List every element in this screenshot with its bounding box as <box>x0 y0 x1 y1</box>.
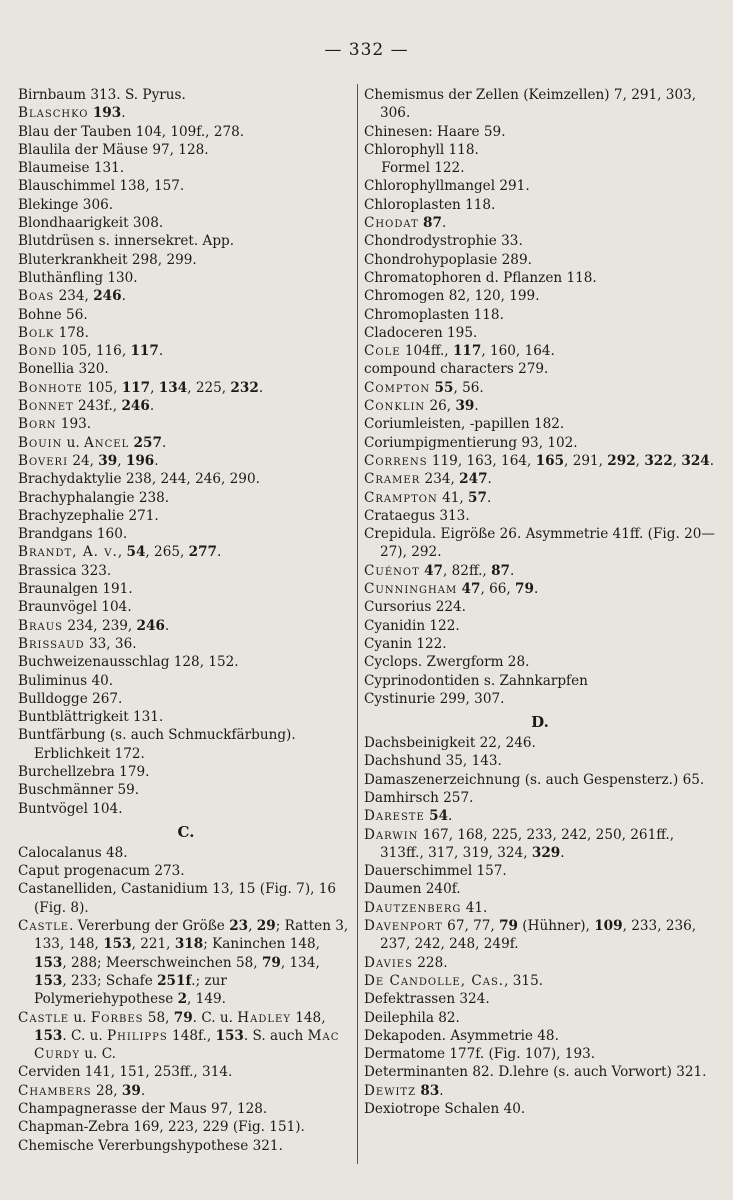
index-entry: Cystinurie 299, 307. <box>364 690 505 707</box>
index-entry: Cyprinodontiden s. Zahnkarpfen <box>364 672 588 689</box>
index-entry: Davenport 67, 77, 79 (Hühner), 109, 233, 236, 237, 242, 248, 249f. <box>364 918 697 953</box>
index-entry: Cramer 234, 247. <box>364 471 492 488</box>
index-entry: Blondhaarigkeit 308. <box>18 215 164 232</box>
index-entry: Bolk 178. <box>18 324 89 341</box>
index-entry: Damhirsch 257. <box>364 789 474 806</box>
index-entry: Chondrodystrophie 33. <box>364 233 523 250</box>
index-entry: Cunningham 47, 66, 79. <box>364 581 539 598</box>
index-entry: Buntfärbung (s. auch Schmuckfärbung). Erblichkeit 172. <box>18 727 296 762</box>
index-entry: Chodat 87. <box>364 215 447 232</box>
index-entry: Dermatome 177f. (Fig. 107), 193. <box>364 1046 596 1063</box>
index-entry: Damaszenerzeichnung (s. auch Gespensterz.) 65. <box>364 771 705 788</box>
index-entry: Conklin 26, 39. <box>364 398 479 415</box>
index-entry: Chromatophoren d. Pflanzen 118. <box>364 269 597 286</box>
index-entry: Brachyphalangie 238. <box>18 489 170 506</box>
index-entry: Burchellzebra 179. <box>18 763 150 780</box>
index-entry: Bonnet 243f., 246. <box>18 398 155 415</box>
index-entry: Determinanten 82. D.lehre (s. auch Vorwort) 321. <box>364 1064 707 1081</box>
index-entry: Crepidula. Eigröße 26. Asymmetrie 41ff. (Fig. 20—27), 292. <box>364 526 715 561</box>
index-entry: Brandt, A. v., 54, 265, 277. <box>18 544 222 561</box>
index-entry: Blauschimmel 138, 157. <box>18 178 185 195</box>
index-entry: Dautzenberg 41. <box>364 899 488 916</box>
index-entry: Bluterkrankheit 298, 299. <box>18 251 197 268</box>
index-entry: Bohne 56. <box>18 306 88 323</box>
index-entry: Brandgans 160. <box>18 526 128 543</box>
index-entry: Crampton 41, 57. <box>364 489 492 506</box>
index-entry: Blutdrüsen s. innersekret. App. <box>18 233 235 250</box>
index-entry: Castle u. Forbes 58, 79. C. u. Hadley 148, 153. C. u. Philipps 148f., 153. S. auch Mac Curdy u. C. <box>18 1009 340 1063</box>
index-entry: Birnbaum 313. S. Pyrus. <box>18 87 186 103</box>
index-entry: Cladoceren 195. <box>364 324 478 341</box>
index-entry: Deilephila 82. <box>364 1009 460 1026</box>
section-heading: D. <box>531 713 549 732</box>
index-entry: Bond 105, 116, 117. <box>18 343 164 360</box>
index-entry: Chloroplasten 118. <box>364 196 496 213</box>
index-entry: Boveri 24, 39, 196. <box>18 452 159 469</box>
index-entry: Bulldogge 267. <box>18 690 123 707</box>
index-entry: Bouin u. Ancel 257. <box>18 434 167 451</box>
index-column-right <box>364 86 716 1118</box>
index-entry: Bonhote 105, 117, 134, 225, 232. <box>18 379 264 396</box>
index-entry: Chemische Vererbungshypothese 321. <box>18 1137 283 1154</box>
index-entry: compound characters 279. <box>364 361 549 378</box>
index-entry: Dauerschimmel 157. <box>364 863 507 880</box>
index-entry: Chlorophyll 118. <box>364 141 479 158</box>
index-entry: Darwin 167, 168, 225, 233, 242, 250, 261ff., 313ff., 317, 319, 324, 329. <box>364 826 675 861</box>
index-entry: Buntvögel 104. <box>18 800 123 817</box>
index-entry: Cuénot 47, 82ff., 87. <box>364 562 515 579</box>
index-entry: Caput progenacum 273. <box>18 863 185 880</box>
index-entry: Braunvögel 104. <box>18 599 132 616</box>
index-entry: Coriumleisten, -papillen 182. <box>364 416 565 433</box>
index-entry: Dachsbeinigkeit 22, 246. <box>364 735 536 752</box>
index-entry: Braunalgen 191. <box>18 581 133 598</box>
index-entry: Cole 104ff., 117, 160, 164. <box>364 343 555 360</box>
index-entry: Dareste 54. <box>364 808 453 825</box>
index-entry: Compton 55, 56. <box>364 379 484 396</box>
index-entry: Brachydaktylie 238, 244, 246, 290. <box>18 471 260 488</box>
index-entry: Boas 234, 246. <box>18 288 126 305</box>
index-entry: Brissaud 33, 36. <box>18 635 137 652</box>
index-entry: Cerviden 141, 151, 253ff., 314. <box>18 1064 233 1081</box>
index-entry: Chemismus der Zellen (Keimzellen) 7, 291, 303, 306. <box>364 87 697 122</box>
index-entry: Chromogen 82, 120, 199. <box>364 288 540 305</box>
index-entry: Chromoplasten 118. <box>364 306 504 323</box>
index-entry: Coriumpigmentierung 93, 102. <box>364 434 578 451</box>
index-entry: Davies 228. <box>364 954 448 971</box>
index-entry: Chambers 28, 39. <box>18 1082 146 1099</box>
index-entry: Calocalanus 48. <box>18 844 128 861</box>
index-entry: Brachyzephalie 271. <box>18 507 159 524</box>
index-entry: Dekapoden. Asymmetrie 48. <box>364 1027 559 1044</box>
index-entry: Crataegus 313. <box>364 507 470 524</box>
index-entry: Blau der Tauben 104, 109f., 278. <box>18 123 245 140</box>
index-entry: Dewitz 83. <box>364 1082 444 1099</box>
index-entry: Defektrassen 324. <box>364 991 490 1008</box>
index-entry: Cyanidin 122. <box>364 617 460 634</box>
index-entry: Brassica 323. <box>18 562 112 579</box>
index-entry: Blaschko 193. <box>18 105 126 122</box>
index-column-left <box>18 86 354 1155</box>
index-entry: Cursorius 224. <box>364 599 466 616</box>
index-entry: Chondrohypoplasie 289. <box>364 251 532 268</box>
index-entry: Bluthänfling 130. <box>18 269 138 286</box>
page-number: — 332 — <box>324 40 409 60</box>
index-entry: Blaumeise 131. <box>18 160 125 177</box>
section-heading: C. <box>177 822 195 841</box>
index-entry: Blaulila der Mäuse 97, 128. <box>18 141 209 158</box>
index-entry: Cyclops. Zwergform 28. <box>364 654 530 671</box>
index-entry: Buschmänner 59. <box>18 782 140 799</box>
index-entry: Braus 234, 239, 246. <box>18 617 170 634</box>
index-entry: Castanelliden, Castanidium 13, 15 (Fig. 7), 16 (Fig. 8). <box>18 881 337 916</box>
index-entry: Dachshund 35, 143. <box>364 753 502 770</box>
index-entry: Cyanin 122. <box>364 635 447 652</box>
index-entry: Formel 122. <box>364 160 465 177</box>
index-entry: Castle. Vererbung der Größe 23, 29; Ratten 3, 133, 148, 153, 221, 318; Kaninchen 148, 153, 288; Meerschweinchen 58, 79, 134, 153, 233; Schafe 251f.; zur Polymeriehypothese 2, 149. <box>18 918 349 1008</box>
column-divider <box>357 84 358 1164</box>
index-entry: Buliminus 40. <box>18 672 114 689</box>
index-entry: Champagnerasse der Maus 97, 128. <box>18 1101 268 1118</box>
index-entry: Daumen 240f. <box>364 881 461 898</box>
index-entry: Buntblättrigkeit 131. <box>18 709 164 726</box>
index-entry: Bonellia 320. <box>18 361 109 378</box>
index-entry: Dexiotrope Schalen 40. <box>364 1101 526 1118</box>
index-entry: Chapman-Zebra 169, 223, 229 (Fig. 151). <box>18 1119 305 1136</box>
index-entry: Chlorophyllmangel 291. <box>364 178 530 195</box>
index-entry: De Candolle, Cas., 315. <box>364 972 544 989</box>
index-entry: Correns 119, 163, 164, 165, 291, 292, 322, 324. <box>364 452 715 469</box>
index-entry: Born 193. <box>18 416 92 433</box>
index-entry: Blekinge 306. <box>18 196 114 213</box>
index-entry: Buchweizenausschlag 128, 152. <box>18 654 239 671</box>
index-entry: Chinesen: Haare 59. <box>364 123 506 140</box>
